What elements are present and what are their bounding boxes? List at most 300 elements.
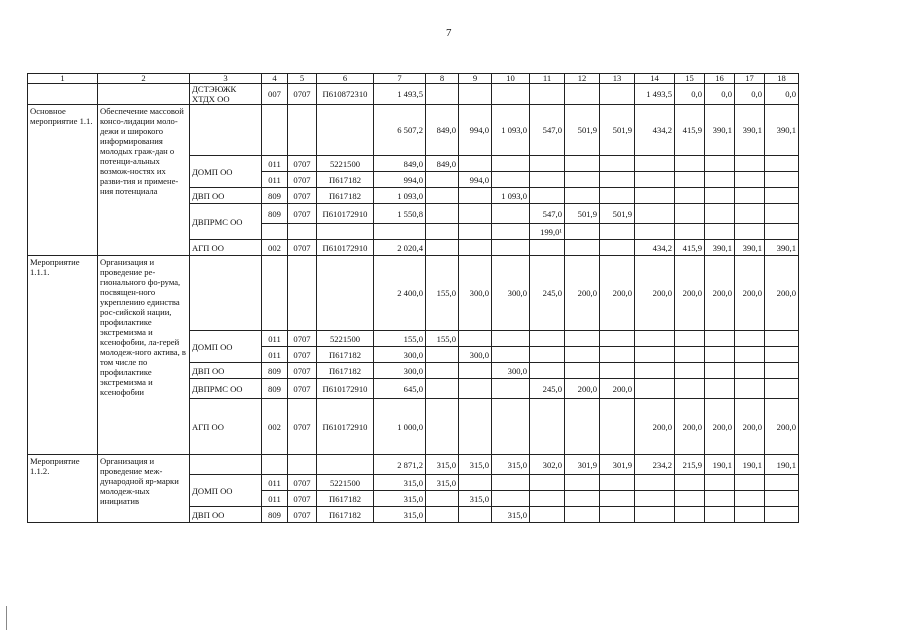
section-code-cell <box>288 105 317 156</box>
year-amount-cell <box>765 156 799 172</box>
gl-code-cell: 809 <box>262 188 288 204</box>
gl-code-cell: 002 <box>262 240 288 256</box>
section-code-cell: 0707 <box>288 172 317 188</box>
year-amount-cell: 245,0 <box>530 256 565 331</box>
year-amount-cell <box>565 331 600 347</box>
section-code-cell: 0707 <box>288 347 317 363</box>
gl-code-cell: 809 <box>262 204 288 224</box>
year-amount-cell <box>735 156 765 172</box>
year-amount-cell: 415,9 <box>675 105 705 156</box>
year-amount-cell <box>459 204 492 224</box>
year-amount-cell <box>565 172 600 188</box>
year-amount-cell <box>675 491 705 507</box>
total-amount-cell: 849,0 <box>374 156 426 172</box>
responsible-cell: ДВПРМС ОО <box>190 379 262 399</box>
year-amount-cell <box>735 363 765 379</box>
year-amount-cell <box>565 84 600 105</box>
gl-code-cell <box>262 105 288 156</box>
responsible-cell <box>190 256 262 331</box>
year-amount-cell <box>565 224 600 240</box>
year-amount-cell <box>600 172 635 188</box>
year-amount-cell: 1 093,0 <box>492 188 530 204</box>
target-code-cell: П610172910 <box>317 379 374 399</box>
year-amount-cell: 390,1 <box>705 105 735 156</box>
column-number-row <box>28 74 799 84</box>
year-amount-cell: 501,9 <box>600 105 635 156</box>
year-amount-cell <box>492 331 530 347</box>
responsible-cell: ДВП ОО <box>190 188 262 204</box>
section-code-cell: 0707 <box>288 475 317 491</box>
responsible-cell: АГП ОО <box>190 240 262 256</box>
budget-table <box>27 73 799 523</box>
year-amount-cell: 200,0 <box>765 256 799 331</box>
target-code-cell: 5221500 <box>317 156 374 172</box>
year-amount-cell: 300,0 <box>492 363 530 379</box>
target-code-cell: П617182 <box>317 172 374 188</box>
responsible-cell: ДОМП ОО <box>190 475 262 507</box>
total-amount-cell: 315,0 <box>374 507 426 523</box>
measure-description-cell <box>98 84 190 105</box>
responsible-cell: ДОМП ОО <box>190 156 262 188</box>
responsible-cell <box>190 455 262 475</box>
year-amount-cell <box>600 491 635 507</box>
year-amount-cell <box>635 379 675 399</box>
table-row <box>28 84 799 105</box>
target-code-cell <box>317 256 374 331</box>
responsible-cell: ДВПРМС ОО <box>190 204 262 240</box>
year-amount-cell: 315,0 <box>459 491 492 507</box>
year-amount-cell <box>705 379 735 399</box>
year-amount-cell <box>635 475 675 491</box>
year-amount-cell <box>530 347 565 363</box>
year-amount-cell <box>600 507 635 523</box>
year-amount-cell <box>635 224 675 240</box>
year-amount-cell <box>765 331 799 347</box>
year-amount-cell <box>735 379 765 399</box>
gl-code-cell: 809 <box>262 379 288 399</box>
year-amount-cell <box>635 156 675 172</box>
year-amount-cell <box>565 347 600 363</box>
year-amount-cell <box>705 224 735 240</box>
year-amount-cell <box>492 240 530 256</box>
section-code-cell: 0707 <box>288 84 317 105</box>
measure-description-cell: Организация и проведение ре-гионального фо-рума, посвящен-ного укреплению единства рос-сийской нации, профилактике экстремизма и ксенофобии, ла-герей молодеж-ного актива, в том числе по профилактике экстремизма и ксенофобии <box>98 256 190 455</box>
year-amount-cell: 190,1 <box>735 455 765 475</box>
year-amount-cell <box>492 204 530 224</box>
year-amount-cell: 300,0 <box>459 347 492 363</box>
gl-code-cell: 011 <box>262 331 288 347</box>
year-amount-cell <box>765 172 799 188</box>
col-header: 13 <box>600 74 635 84</box>
year-amount-cell: 434,2 <box>635 105 675 156</box>
year-amount-cell: 200,0 <box>735 256 765 331</box>
year-amount-cell <box>765 188 799 204</box>
target-code-cell: П617182 <box>317 363 374 379</box>
gl-code-cell: 007 <box>262 84 288 105</box>
measure-name-cell: Мероприятие 1.1.2. <box>28 455 98 523</box>
year-amount-cell: 0,0 <box>705 84 735 105</box>
year-amount-cell: 200,0 <box>765 399 799 455</box>
year-amount-cell: 994,0 <box>459 172 492 188</box>
year-amount-cell: 390,1 <box>735 105 765 156</box>
year-amount-cell <box>765 379 799 399</box>
year-amount-cell <box>675 347 705 363</box>
target-code-cell: П610172910 <box>317 240 374 256</box>
year-amount-cell <box>530 172 565 188</box>
year-amount-cell <box>492 224 530 240</box>
year-amount-cell: 849,0 <box>426 105 459 156</box>
total-amount-cell: 155,0 <box>374 331 426 347</box>
gl-code-cell: 011 <box>262 156 288 172</box>
year-amount-cell: 155,0 <box>426 331 459 347</box>
target-code-cell: П617182 <box>317 347 374 363</box>
year-amount-cell <box>675 156 705 172</box>
year-amount-cell <box>492 475 530 491</box>
year-amount-cell: 301,9 <box>565 455 600 475</box>
year-amount-cell <box>426 84 459 105</box>
year-amount-cell <box>459 379 492 399</box>
year-amount-cell <box>530 331 565 347</box>
col-header: 3 <box>190 74 262 84</box>
year-amount-cell: 434,2 <box>635 240 675 256</box>
table-row <box>28 105 799 156</box>
year-amount-cell <box>530 240 565 256</box>
col-header: 17 <box>735 74 765 84</box>
year-amount-cell <box>765 204 799 224</box>
year-amount-cell: 245,0 <box>530 379 565 399</box>
section-code-cell: 0707 <box>288 399 317 455</box>
total-amount-cell <box>374 224 426 240</box>
section-code-cell: 0707 <box>288 331 317 347</box>
year-amount-cell: 200,0 <box>705 256 735 331</box>
col-header: 6 <box>317 74 374 84</box>
total-amount-cell: 300,0 <box>374 347 426 363</box>
year-amount-cell <box>600 188 635 204</box>
col-header: 10 <box>492 74 530 84</box>
total-amount-cell: 994,0 <box>374 172 426 188</box>
col-header: 4 <box>262 74 288 84</box>
year-amount-cell: 0,0 <box>765 84 799 105</box>
year-amount-cell <box>565 491 600 507</box>
year-amount-cell <box>459 507 492 523</box>
year-amount-cell <box>705 331 735 347</box>
section-code-cell <box>288 224 317 240</box>
total-amount-cell: 1 093,0 <box>374 188 426 204</box>
year-amount-cell: 547,0 <box>530 204 565 224</box>
year-amount-cell <box>459 188 492 204</box>
year-amount-cell <box>765 475 799 491</box>
section-code-cell: 0707 <box>288 188 317 204</box>
year-amount-cell <box>675 172 705 188</box>
year-amount-cell <box>735 491 765 507</box>
col-header: 14 <box>635 74 675 84</box>
year-amount-cell <box>635 347 675 363</box>
col-header: 7 <box>374 74 426 84</box>
year-amount-cell: 315,0 <box>426 475 459 491</box>
total-amount-cell: 2 871,2 <box>374 455 426 475</box>
section-code-cell: 0707 <box>288 240 317 256</box>
year-amount-cell <box>735 224 765 240</box>
year-amount-cell <box>565 399 600 455</box>
year-amount-cell <box>459 224 492 240</box>
target-code-cell: П610172910 <box>317 204 374 224</box>
year-amount-cell <box>565 507 600 523</box>
year-amount-cell <box>600 475 635 491</box>
responsible-cell <box>190 105 262 156</box>
year-amount-cell: 501,9 <box>565 105 600 156</box>
year-amount-cell <box>530 156 565 172</box>
year-amount-cell: 190,1 <box>705 455 735 475</box>
measure-name-cell: Основное мероприятие 1.1. <box>28 105 98 256</box>
year-amount-cell <box>492 399 530 455</box>
year-amount-cell <box>735 475 765 491</box>
year-amount-cell: 199,0¹ <box>530 224 565 240</box>
section-code-cell: 0707 <box>288 363 317 379</box>
year-amount-cell: 390,1 <box>765 240 799 256</box>
year-amount-cell: 1 493,5 <box>635 84 675 105</box>
year-amount-cell: 200,0 <box>635 399 675 455</box>
year-amount-cell <box>426 399 459 455</box>
year-amount-cell <box>705 188 735 204</box>
year-amount-cell <box>735 188 765 204</box>
year-amount-cell: 200,0 <box>675 399 705 455</box>
gl-code-cell: 809 <box>262 507 288 523</box>
year-amount-cell <box>426 363 459 379</box>
year-amount-cell <box>635 363 675 379</box>
target-code-cell <box>317 105 374 156</box>
total-amount-cell: 300,0 <box>374 363 426 379</box>
year-amount-cell: 234,2 <box>635 455 675 475</box>
year-amount-cell: 301,9 <box>600 455 635 475</box>
year-amount-cell: 200,0 <box>565 379 600 399</box>
target-code-cell: П610872310 <box>317 84 374 105</box>
year-amount-cell <box>765 507 799 523</box>
year-amount-cell <box>459 331 492 347</box>
year-amount-cell <box>635 188 675 204</box>
target-code-cell: П610172910 <box>317 399 374 455</box>
year-amount-cell <box>675 363 705 379</box>
year-amount-cell <box>426 507 459 523</box>
col-header: 12 <box>565 74 600 84</box>
year-amount-cell <box>705 507 735 523</box>
target-code-cell: 5221500 <box>317 331 374 347</box>
year-amount-cell: 0,0 <box>675 84 705 105</box>
year-amount-cell: 315,0 <box>492 507 530 523</box>
gl-code-cell <box>262 455 288 475</box>
total-amount-cell: 1 550,8 <box>374 204 426 224</box>
col-header: 5 <box>288 74 317 84</box>
year-amount-cell <box>459 84 492 105</box>
year-amount-cell <box>675 331 705 347</box>
year-amount-cell <box>635 204 675 224</box>
year-amount-cell <box>675 188 705 204</box>
year-amount-cell <box>735 347 765 363</box>
measure-name-cell <box>28 84 98 105</box>
total-amount-cell: 1 493,5 <box>374 84 426 105</box>
year-amount-cell: 200,0 <box>635 256 675 331</box>
year-amount-cell: 200,0 <box>600 379 635 399</box>
year-amount-cell <box>600 156 635 172</box>
year-amount-cell <box>459 363 492 379</box>
gl-code-cell: 011 <box>262 172 288 188</box>
gl-code-cell: 809 <box>262 363 288 379</box>
year-amount-cell: 547,0 <box>530 105 565 156</box>
year-amount-cell <box>705 156 735 172</box>
target-code-cell <box>317 224 374 240</box>
year-amount-cell <box>426 347 459 363</box>
col-header: 16 <box>705 74 735 84</box>
year-amount-cell: 300,0 <box>459 256 492 331</box>
year-amount-cell: 390,1 <box>765 105 799 156</box>
year-amount-cell <box>735 507 765 523</box>
year-amount-cell <box>675 475 705 491</box>
year-amount-cell <box>705 172 735 188</box>
year-amount-cell <box>565 240 600 256</box>
year-amount-cell <box>705 475 735 491</box>
year-amount-cell <box>600 331 635 347</box>
col-header: 18 <box>765 74 799 84</box>
responsible-cell: ДВП ОО <box>190 507 262 523</box>
year-amount-cell: 155,0 <box>426 256 459 331</box>
measure-description-cell: Организация и проведение меж-дународной яр-марки молодеж-ных инициатив <box>98 455 190 523</box>
year-amount-cell: 315,0 <box>459 455 492 475</box>
year-amount-cell <box>765 347 799 363</box>
section-code-cell <box>288 256 317 331</box>
year-amount-cell <box>426 491 459 507</box>
section-code-cell: 0707 <box>288 204 317 224</box>
year-amount-cell <box>600 240 635 256</box>
year-amount-cell <box>765 224 799 240</box>
total-amount-cell: 645,0 <box>374 379 426 399</box>
year-amount-cell <box>600 224 635 240</box>
year-amount-cell <box>635 331 675 347</box>
year-amount-cell <box>565 363 600 379</box>
year-amount-cell <box>735 204 765 224</box>
year-amount-cell <box>530 399 565 455</box>
responsible-cell: ДОМП ОО <box>190 331 262 363</box>
total-amount-cell: 2 400,0 <box>374 256 426 331</box>
year-amount-cell <box>530 507 565 523</box>
target-code-cell: П617182 <box>317 507 374 523</box>
section-code-cell <box>288 455 317 475</box>
year-amount-cell <box>426 224 459 240</box>
year-amount-cell <box>565 475 600 491</box>
target-code-cell: П617182 <box>317 491 374 507</box>
year-amount-cell <box>492 491 530 507</box>
year-amount-cell <box>530 188 565 204</box>
year-amount-cell: 302,0 <box>530 455 565 475</box>
year-amount-cell <box>635 507 675 523</box>
gl-code-cell: 002 <box>262 399 288 455</box>
gl-code-cell: 011 <box>262 491 288 507</box>
measure-description-cell: Обеспечение массовой консо-лидации моло-дежи и широкого информирования молодых граж-дан о потенци-альных возмож-ностях их разви-тия и примене-ния потенциала <box>98 105 190 256</box>
year-amount-cell: 315,0 <box>492 455 530 475</box>
year-amount-cell <box>492 172 530 188</box>
gl-code-cell <box>262 256 288 331</box>
year-amount-cell <box>426 188 459 204</box>
year-amount-cell <box>600 399 635 455</box>
year-amount-cell <box>635 491 675 507</box>
year-amount-cell <box>426 204 459 224</box>
year-amount-cell: 1 093,0 <box>492 105 530 156</box>
year-amount-cell <box>530 363 565 379</box>
col-header: 2 <box>98 74 190 84</box>
table-row <box>28 455 799 475</box>
col-header: 15 <box>675 74 705 84</box>
year-amount-cell <box>426 172 459 188</box>
target-code-cell: 5221500 <box>317 475 374 491</box>
page-number: 7 <box>446 27 452 39</box>
target-code-cell <box>317 455 374 475</box>
year-amount-cell <box>459 399 492 455</box>
year-amount-cell: 390,1 <box>735 240 765 256</box>
total-amount-cell: 2 020,4 <box>374 240 426 256</box>
year-amount-cell <box>675 204 705 224</box>
responsible-cell: ДСТЭЮЖК ХТДХ ОО <box>190 84 262 105</box>
year-amount-cell <box>530 84 565 105</box>
year-amount-cell <box>635 172 675 188</box>
year-amount-cell: 200,0 <box>565 256 600 331</box>
year-amount-cell <box>492 84 530 105</box>
responsible-cell: ДВП ОО <box>190 363 262 379</box>
year-amount-cell <box>530 475 565 491</box>
year-amount-cell <box>675 379 705 399</box>
measure-name-cell: Мероприятие 1.1.1. <box>28 256 98 455</box>
col-header: 1 <box>28 74 98 84</box>
gl-code-cell: 011 <box>262 475 288 491</box>
col-header: 9 <box>459 74 492 84</box>
year-amount-cell <box>565 188 600 204</box>
year-amount-cell <box>600 363 635 379</box>
section-code-cell: 0707 <box>288 156 317 172</box>
year-amount-cell <box>459 475 492 491</box>
scan-mark <box>6 606 7 630</box>
year-amount-cell: 0,0 <box>735 84 765 105</box>
responsible-cell: АГП ОО <box>190 399 262 455</box>
year-amount-cell: 501,9 <box>565 204 600 224</box>
gl-code-cell <box>262 224 288 240</box>
table-row <box>28 256 799 331</box>
year-amount-cell <box>492 156 530 172</box>
year-amount-cell <box>530 491 565 507</box>
year-amount-cell <box>735 172 765 188</box>
year-amount-cell <box>705 491 735 507</box>
year-amount-cell <box>765 363 799 379</box>
year-amount-cell <box>600 347 635 363</box>
year-amount-cell: 415,9 <box>675 240 705 256</box>
year-amount-cell <box>459 156 492 172</box>
year-amount-cell <box>426 240 459 256</box>
year-amount-cell: 315,0 <box>426 455 459 475</box>
year-amount-cell <box>705 363 735 379</box>
year-amount-cell <box>675 224 705 240</box>
total-amount-cell: 6 507,2 <box>374 105 426 156</box>
year-amount-cell <box>705 204 735 224</box>
year-amount-cell <box>492 347 530 363</box>
year-amount-cell <box>705 347 735 363</box>
year-amount-cell: 300,0 <box>492 256 530 331</box>
year-amount-cell: 849,0 <box>426 156 459 172</box>
year-amount-cell: 501,9 <box>600 204 635 224</box>
year-amount-cell <box>426 379 459 399</box>
year-amount-cell: 200,0 <box>735 399 765 455</box>
total-amount-cell: 1 000,0 <box>374 399 426 455</box>
year-amount-cell: 215,9 <box>675 455 705 475</box>
year-amount-cell: 200,0 <box>705 399 735 455</box>
section-code-cell: 0707 <box>288 379 317 399</box>
year-amount-cell: 190,1 <box>765 455 799 475</box>
year-amount-cell <box>459 240 492 256</box>
